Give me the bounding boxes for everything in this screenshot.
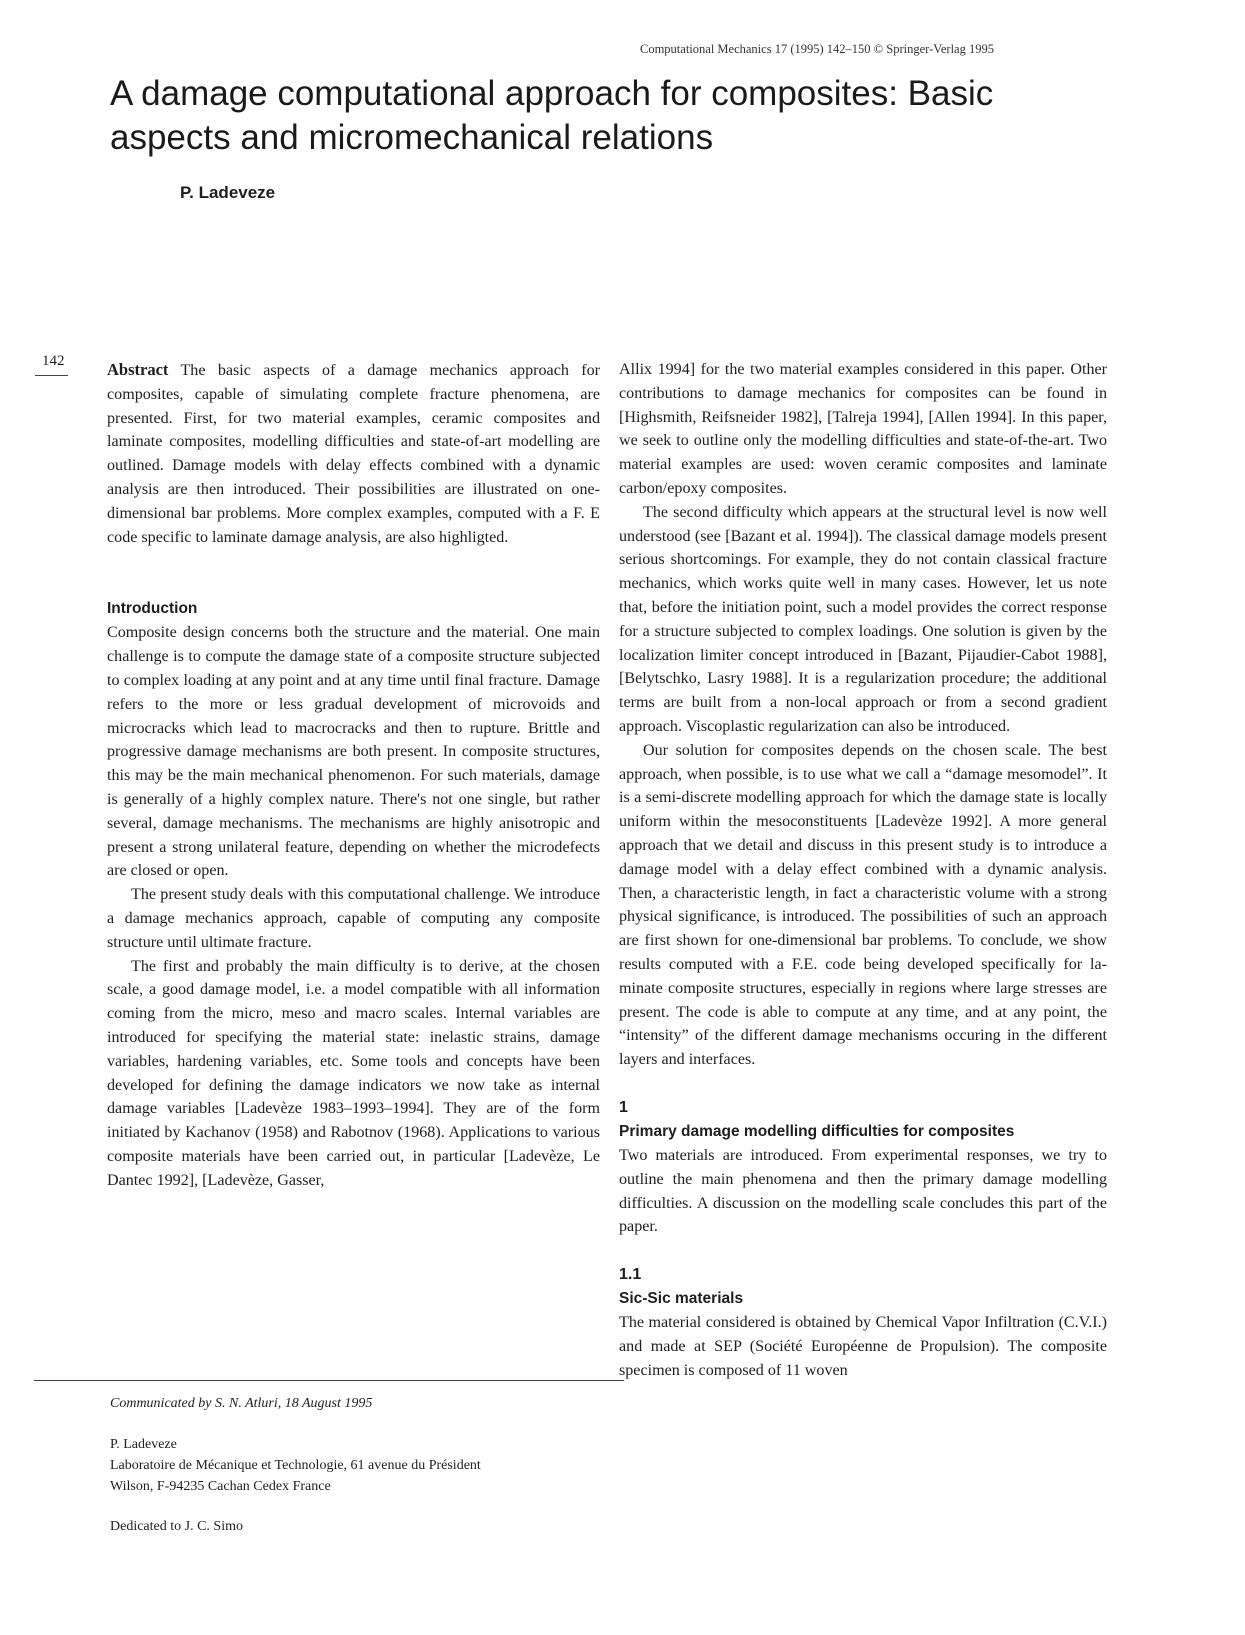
section-1-1-number: 1.1	[619, 1266, 642, 1284]
affiliation-line-1: Laboratoire de Mécanique et Technologie, 61 avenue du Président	[110, 1458, 481, 1473]
affiliation	[110, 1434, 610, 1497]
abstract-text: The basic aspects of a damage mechanics approach for composites, capable of simulating complete fracture phenomena, are presented. First, for two material examples, ceramic composites and laminate composites, modelling difficulties and state-of-art modelling are outlined. Damage models with delay effects combined with a dynamic analysis are then introduced. Their possibilities are illustrated on one-dimensional bar problems. More complex examples, computed with a F. E code specific to laminate damage analysis, are also highligted.	[107, 362, 600, 546]
article-title: A damage computational approach for composites: Basic aspects and micromechanical relations	[110, 74, 994, 157]
left-column	[107, 358, 600, 1193]
journal-citation: Computational Mechanics 17 (1995) 142–150 © Springer-Verlag 1995	[640, 42, 994, 56]
footnote-rule	[34, 1380, 624, 1381]
section-1-1-text: The material considered is obtained by Chemical Vapor Infiltration (C.V.I.) and made at SEP (Société Européenne de Propulsion). The composite specimen is composed of 11 woven	[619, 1314, 1107, 1379]
intro-paragraph-3: The first and probably the main difficulty is to derive, at the chosen scale, a good damage model, i.e. a model compatible with all information coming from the micro, meso and macro scales. Internal variables are introduced for specifying the material state: inelastic strains, damage variables, hardening variables, etc. Some tools and concepts have been developed for defining the damage indicators we now take as internal damage variables [Ladevèze 1983–1993–1994]. They are of the form initiated by Kachanov (1958) and Rabotnov (1968). Applications to various composite materials have been carried out, in particular [Ladevèze, Le Dantec 1992], [Ladevèze, Gasser,	[107, 957, 600, 1189]
section-1-heading: Primary damage modelling difficulties for composites	[619, 1122, 1015, 1140]
right-paragraph-3: Our solution for composites depends on the chosen scale. The best approach, when possible, is to use what we call a “damage mesomodel”. It is a semi-discrete modelling approach for which the damage state is locally uniform within the mesoconstituents [Ladevèze 1992]. A more general approach that we detail and discuss in this present study is to introduce a damage model with a delay effect combined with a dynamic analysis. Then, a characteristic length, in fact a characteristic volume with a strong physical significance, is introduced. The possibilities of such an approach are first shown for one-dimensional bar problems. To conclude, we show results computed with a F.E. code being developed specifically for la-minate composite structures, especially in regions where large stresses are present. The code is able to compute at any time, and at any point, the “intensity” of the different damage mechanisms occuring in the different layers and interfaces.	[619, 741, 1107, 1069]
abstract-label: Abstract	[107, 360, 169, 379]
affiliation-name: P. Ladeveze	[110, 1437, 177, 1452]
right-paragraph-1: Allix 1994] for the two material examples considered in this paper. Other contributions to damage mechanics for composites can be found in [Highsmith, Reifsneider 1982], [Talreja 1994], [Allen 1994]. In this paper, we seek to outline only the modelling difficulties and state-of-the-art. Two material examples are used: woven ceramic composites and laminate carbon/epoxy composites.	[619, 361, 1107, 497]
abstract	[107, 358, 600, 549]
author-name: P. Ladeveze	[180, 183, 276, 202]
introduction-heading: Introduction	[107, 600, 198, 618]
right-paragraph-2: The second difficulty which appears at the structural level is now well understood (see [Bazant et al. 1994]). The classical damage models present serious shortcomings. For example, they do not contain classical fracture mechanics, which works quite well in many cases. However, let us note that, before the initiation point, such a model provides the correct response for a structure subjected to complex loadings. One solution is given by the localization limiter concept introduced in [Bazant, Pijaudier-Cabot 1988], [Belytschko, Lasry 1988]. It is a regularization procedure; the additional terms are built from a non-local approach or from a second gradient approach. Viscoplastic regularization can also be introduced.	[619, 503, 1107, 735]
intro-paragraph-2: The present study deals with this computational challenge. We introduce a damage mechanics approach, capable of computing any composite structure until ultimate fracture.	[107, 886, 600, 951]
right-column	[619, 358, 1107, 1382]
communicated-by: Communicated by S. N. Atluri, 18 August 1995	[110, 1396, 373, 1411]
intro-paragraph-1: Composite design concerns both the structure and the material. One main challenge is to compute the damage state of a composite structure subjected to complex loading at any point and at any time until final fracture. Damage refers to the more or less gradual development of microvoids and microcracks which lead to macrocracks and then to rupture. Brittle and progressive damage mechanisms are both present. In composite structures, this may be the main mechanical phenomenon. For such materials, damage is generally of a highly complex nature. There's not one single, but rather several, damage mechanisms. The mechanisms are highly anisotropic and present a strong unilateral feature, depending on whether the microdefects are closed or open.	[107, 624, 600, 880]
section-1-text: Two materials are introduced. From experimental responses, we try to outline the main phenomena and then the primary damage modelling difficulties. A discussion on the modelling scale concludes this part of the paper.	[619, 1146, 1107, 1236]
affiliation-line-2: Wilson, F-94235 Cachan Cedex France	[110, 1479, 331, 1494]
page-number-rule	[35, 375, 68, 376]
dedication: Dedicated to J. C. Simo	[110, 1519, 243, 1534]
page-number: 142	[42, 353, 65, 369]
section-1-1-heading: Sic-Sic materials	[619, 1290, 744, 1308]
section-1-number: 1	[619, 1098, 628, 1116]
